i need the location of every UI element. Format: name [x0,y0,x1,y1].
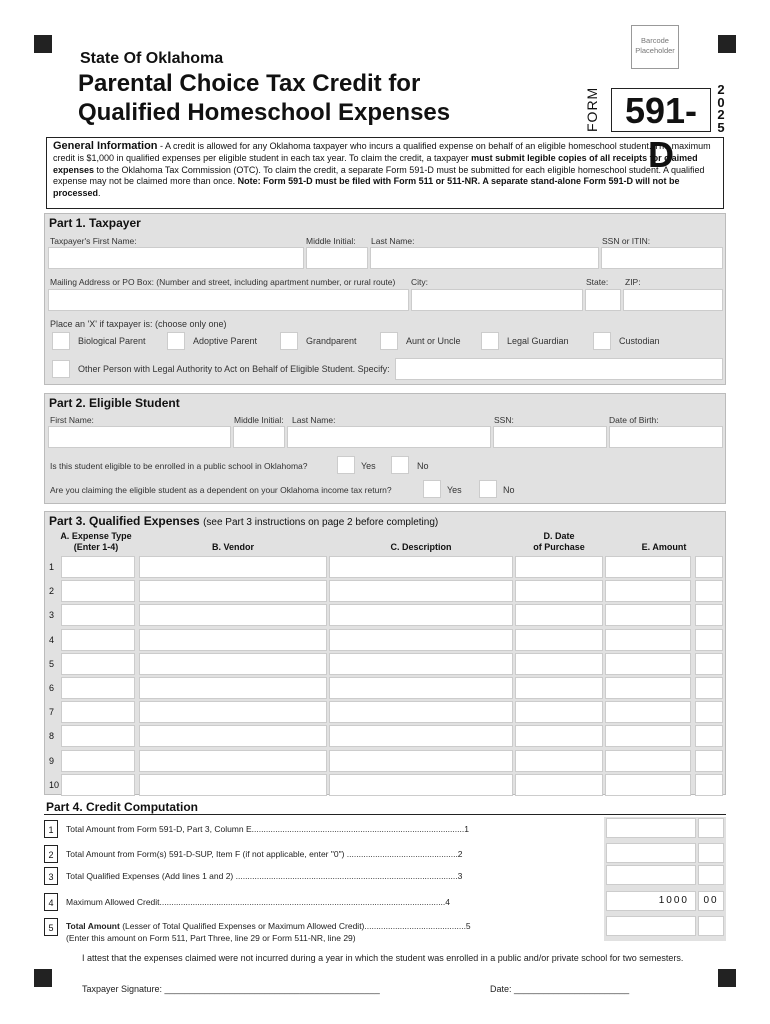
expense-row-number: 4 [49,634,55,645]
student-dob-input[interactable] [609,426,723,448]
registration-mark-bottom-left [34,969,52,987]
description-input[interactable] [329,701,513,723]
general-bold-text: must submit legible copies of all receipts for claimed expenses [53,152,698,175]
column-c-header: C. Description [390,542,452,552]
part-1-title: Part 1. Taxpayer [49,216,141,230]
line-text: Total Qualified Expenses (Add lines 1 and 2) ..............................................................................................3 [66,871,463,881]
part-3-qualified-expenses [44,511,726,795]
state-label: State: [586,277,609,287]
description-input[interactable] [329,774,513,796]
amount-cents-input[interactable] [695,556,723,578]
amount-cents-input[interactable] [695,580,723,602]
grandparent-label: Grandparent [306,336,357,346]
date-of-purchase-input[interactable] [515,725,603,747]
expense-row-number: 7 [49,707,55,718]
amount-cents-input[interactable] [695,677,723,699]
expense-type-input[interactable] [61,774,135,796]
date-of-purchase-input[interactable] [515,750,603,772]
form-number: 591-D [611,88,711,132]
line-2-cents-input[interactable] [698,843,724,863]
description-input[interactable] [329,556,513,578]
line-text: Total Amount from Form 591-D, Part 3, Column E..........................................................................................1 [66,824,469,834]
expense-type-input[interactable] [61,580,135,602]
expense-row-number: 10 [49,779,60,790]
column-d-header [515,531,603,553]
line-number: 1 [44,820,58,838]
description-input[interactable] [329,750,513,772]
line-5-bold: Total Amount [66,921,120,931]
line-5-dollars-input[interactable] [606,916,696,936]
column-b-header: B. Vendor [211,542,254,552]
zip-input[interactable] [623,289,723,311]
expense-type-input[interactable] [61,725,135,747]
expense-type-input[interactable] [61,750,135,772]
line-number: 5 [44,918,58,936]
expense-row-number: 8 [49,731,55,742]
aunt-uncle-label: Aunt or Uncle [406,336,461,346]
year-digit: 2 [717,82,725,97]
state-name: State Of Oklahoma [80,50,224,67]
description-input[interactable] [329,604,513,626]
part-4-divider [44,814,726,815]
biological-parent-label: Biological Parent [78,336,146,346]
student-middle-initial-input[interactable] [233,426,285,448]
city-label: City: [411,277,428,287]
description-input[interactable] [329,653,513,675]
description-input[interactable] [329,725,513,747]
taxpayer-signature-line[interactable]: Taxpayer Signature: ___________________________________________ [82,984,380,994]
taxpayer-last-name-label: Last Name: [371,236,415,246]
vendor-input[interactable] [139,701,327,723]
part-3-subtitle: (see Part 3 instructions on page 2 before completing) [203,517,439,528]
aunt-uncle-checkbox[interactable] [380,332,398,350]
amount-cents-input[interactable] [695,701,723,723]
public-school-yes-checkbox[interactable] [337,456,355,474]
general-text-end: . [98,188,101,199]
mailing-address-input[interactable] [48,289,409,311]
amount-dollars-input[interactable] [605,750,691,772]
column-d-hint: of Purchase [533,542,585,552]
dependent-no-checkbox[interactable] [479,480,497,498]
vendor-input[interactable] [139,725,327,747]
part-3-title [49,514,438,528]
custodian-label: Custodian [619,336,660,346]
vendor-input[interactable] [139,629,327,651]
vendor-input[interactable] [139,556,327,578]
date-of-purchase-input[interactable] [515,580,603,602]
date-of-purchase-input[interactable] [515,774,603,796]
amount-cents-input[interactable] [695,774,723,796]
student-middle-initial-label: Middle Initial: [234,415,284,425]
expense-type-input[interactable] [61,677,135,699]
taxpayer-first-name-input[interactable] [48,247,304,269]
line-text: Total Amount from Form(s) 591-D-SUP, Item F (if not applicable, enter "0") ...............................................2 [66,849,463,859]
other-person-specify-input[interactable] [395,358,723,380]
expense-row-number: 3 [49,610,55,621]
taxpayer-ssn-input[interactable] [601,247,723,269]
part-3-heading: Part 3. Qualified Expenses [49,514,200,528]
line-1-cents-input[interactable] [698,818,724,838]
form-title-line-2: Qualified Homeschool Expenses [78,99,451,126]
column-a-header [49,531,143,553]
amount-cents-input[interactable] [695,750,723,772]
year-digit: 0 [717,94,725,110]
adoptive-parent-checkbox[interactable] [167,332,185,350]
adoptive-parent-label: Adoptive Parent [193,336,258,346]
expense-row-number: 2 [49,586,55,597]
public-school-no-label: No [417,461,429,471]
amount-dollars-input[interactable] [605,556,691,578]
student-last-name-input[interactable] [287,426,491,448]
taxpayer-middle-initial-input[interactable] [306,247,368,269]
general-note: Note: Form 591-D must be filed with Form 511 or 511-NR. A separate stand-alone Form 591-D will not be processed [53,176,680,199]
description-input[interactable] [329,629,513,651]
other-person-checkbox[interactable] [52,360,70,378]
registration-mark-top-left [34,35,52,53]
line-number: 4 [44,893,58,911]
form-label: FORM [584,86,600,132]
general-text: - A credit is allowed for any Oklahoma taxpayer who incurs a qualified expense on behalf of an eligible homeschool student. The maximum credit is $1,000 in qualified expenses per eligible student in each tax year. To claim the credit, a taxpayer [53,141,711,163]
vendor-input[interactable] [139,750,327,772]
other-person-label: Other Person with Legal Authority to Act on Behalf of Eligible Student. Specify: [78,364,390,374]
line-5-subtext: (Enter this amount on Form 511, Part Three, line 29 or Form 511-NR, line 29) [66,933,356,943]
part-1-taxpayer [44,213,726,385]
date-of-purchase-input[interactable] [515,677,603,699]
vendor-input[interactable] [139,580,327,602]
dependent-no-label: No [503,485,515,495]
line-2-dollars-input[interactable] [606,843,696,863]
city-input[interactable] [411,289,583,311]
expense-type-input[interactable] [61,629,135,651]
amount-cents-input[interactable] [695,653,723,675]
amount-dollars-input[interactable] [605,653,691,675]
column-d-title: D. Date [543,531,575,541]
taxpayer-middle-initial-label: Middle Initial: [306,236,356,246]
column-a-hint: (Enter 1-4) [73,542,119,552]
public-school-question: Is this student eligible to be enrolled in a public school in Oklahoma? [50,461,308,471]
zip-label: ZIP: [625,277,641,287]
line-5-cents-input[interactable] [698,916,724,936]
student-dob-label: Date of Birth: [609,415,659,425]
vendor-input[interactable] [139,774,327,796]
student-ssn-label: SSN: [494,415,514,425]
expense-type-input[interactable] [61,556,135,578]
registration-mark-bottom-right [718,969,736,987]
dependent-yes-checkbox[interactable] [423,480,441,498]
line-number: 2 [44,845,58,863]
description-input[interactable] [329,580,513,602]
registration-mark-top-right [718,35,736,53]
taxpayer-last-name-input[interactable] [370,247,599,269]
expense-type-input[interactable] [61,604,135,626]
relationship-instructions: Place an 'X' if taxpayer is: (choose only one) [50,319,227,329]
expense-row-number: 6 [49,683,55,693]
amount-dollars-input[interactable] [605,580,691,602]
public-school-no-checkbox[interactable] [391,456,409,474]
form-title-line-1: Parental Choice Tax Credit for [78,70,421,97]
line-5-text [66,921,471,931]
year-digit: 2 [717,107,725,123]
description-input[interactable] [329,677,513,699]
custodian-checkbox[interactable] [593,332,611,350]
maximum-credit-cents: 00 [698,891,724,911]
amount-cents-input[interactable] [695,725,723,747]
student-first-name-label: First Name: [50,415,94,425]
line-5-desc: (Lesser of Total Qualified Expenses or Maximum Allowed Credit)...........................................5 [119,921,471,931]
line-3-dollars-input[interactable] [606,865,696,885]
date-of-purchase-input[interactable] [515,701,603,723]
line-number: 3 [44,867,58,885]
general-text: to the Oklahoma Tax Commission (OTC). To claim the credit, a separate Form 591-D must be submitted for each eligible homeschool student. A qualified expense may not be claimed more than once. [53,164,705,187]
taxpayer-ssn-label: SSN or ITIN: [602,236,651,246]
part-2-eligible-student [44,393,726,504]
amount-dollars-input[interactable] [605,677,691,699]
maximum-credit-dollars: 1000 [606,891,696,911]
mailing-address-label: Mailing Address or PO Box: (Number and street, including apartment number, or rural route) [50,277,396,287]
column-a-title: A. Expense Type [60,531,132,541]
year-digit: 5 [717,119,725,135]
expense-row-number: 5 [49,658,55,669]
grandparent-checkbox[interactable] [280,332,298,350]
amount-dollars-input[interactable] [605,629,691,651]
student-ssn-input[interactable] [493,426,607,448]
vendor-input[interactable] [139,653,327,675]
expense-row-number: 9 [49,755,55,766]
part-2-title: Part 2. Eligible Student [49,396,180,410]
student-last-name-label: Last Name: [292,415,336,425]
student-first-name-input[interactable] [48,426,231,448]
date-line[interactable]: Date: _______________________ [490,984,630,994]
line-text: Maximum Allowed Credit.........................................................................................................................4 [66,897,451,907]
general-information-heading: General Information [53,140,158,152]
expense-type-input[interactable] [61,701,135,723]
legal-guardian-label: Legal Guardian [507,336,569,346]
legal-guardian-checkbox[interactable] [481,332,499,350]
date-of-purchase-input[interactable] [515,653,603,675]
amount-dollars-input[interactable] [605,701,691,723]
vendor-input[interactable] [139,604,327,626]
date-of-purchase-input[interactable] [515,556,603,578]
taxpayer-first-name-label: Taxpayer's First Name: [50,236,137,246]
expense-row-number: 1 [49,562,55,572]
state-input[interactable] [585,289,621,311]
part-4-title: Part 4. Credit Computation [46,800,199,814]
attestation-text: I attest that the expenses claimed were not incurred during a year in which the student was enrolled in a public and/or private school for two semesters. [82,953,684,963]
dependent-question: Are you claiming the eligible student as a dependent on your Oklahoma income tax return? [50,485,392,495]
tax-year [714,84,728,134]
expense-type-input[interactable] [61,653,135,675]
biological-parent-checkbox[interactable] [52,332,70,350]
line-1-dollars-input[interactable] [606,818,696,838]
general-information [46,137,724,209]
date-of-purchase-input[interactable] [515,604,603,626]
column-e-header: E. Amount [641,542,687,552]
amount-dollars-input[interactable] [605,604,691,626]
vendor-input[interactable] [139,677,327,699]
date-of-purchase-input[interactable] [515,629,603,651]
amount-cents-input[interactable] [695,629,723,651]
amount-dollars-input[interactable] [605,725,691,747]
public-school-yes-label: Yes [361,461,376,471]
barcode-placeholder: Barcode Placeholder [631,25,679,69]
line-3-cents-input[interactable] [698,865,724,885]
dependent-yes-label: Yes [447,485,462,495]
amount-dollars-input[interactable] [605,774,691,796]
amount-cents-input[interactable] [695,604,723,626]
